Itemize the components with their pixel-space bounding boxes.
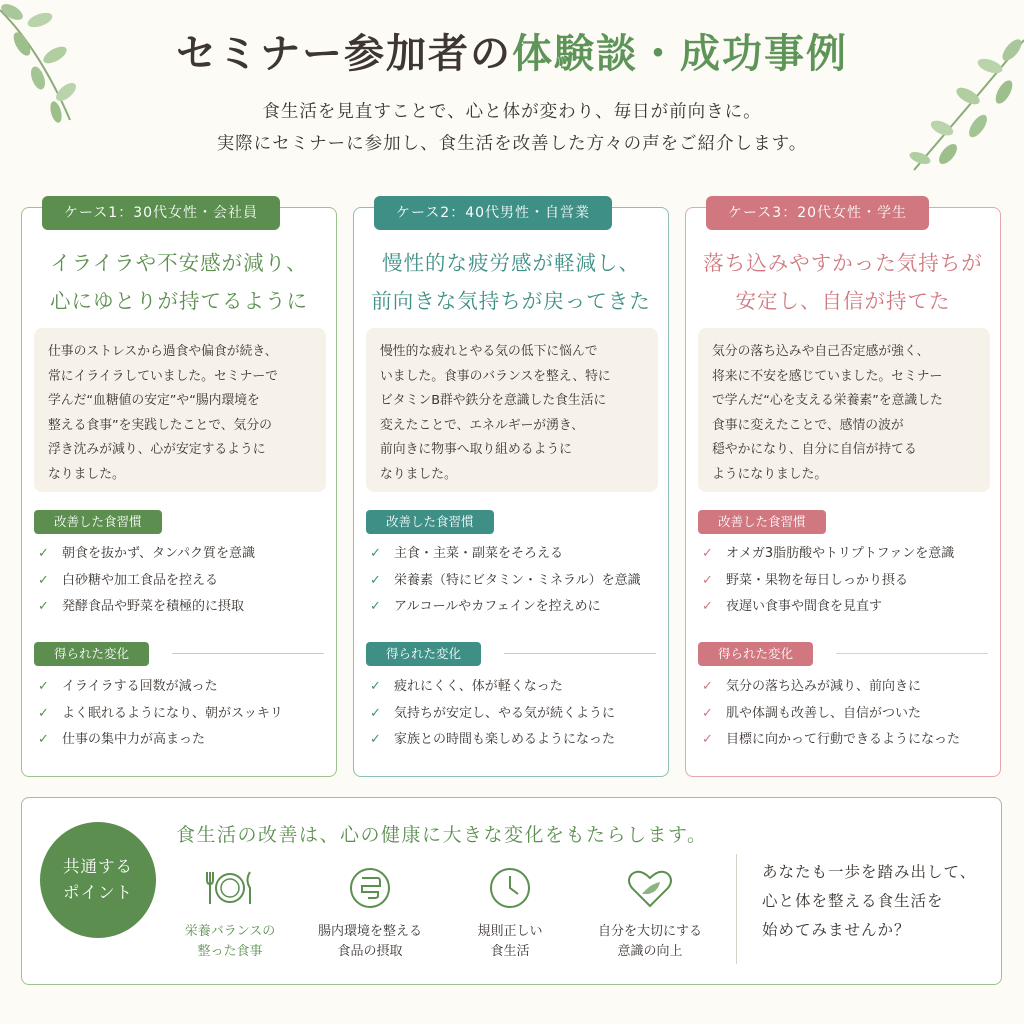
habits-label: 改善した食習慣 (698, 510, 826, 534)
case-tag: ケース3：20代女性・学生 (706, 196, 929, 230)
list-item-text: オメガ3脂肪酸やトリプトファンを意識 (726, 546, 955, 561)
list-item-text: 気分の落ち込みが減り、前向きに (726, 679, 922, 694)
habits-list (38, 541, 334, 621)
check-icon: ✓ (702, 705, 713, 721)
point-item (160, 866, 300, 962)
subtitle-line-2: 実際にセミナーに参加し、食生活を改善した方々の声をご紹介します。 (216, 134, 808, 154)
check-icon: ✓ (38, 546, 49, 561)
common-points-badge (40, 822, 156, 938)
list-item-text: 発酵食品や野菜を積極的に摂取 (62, 599, 245, 614)
list-item (702, 568, 998, 595)
check-icon: ✓ (702, 732, 713, 747)
case-headline (22, 244, 336, 320)
list-item-text: アルコールやカフェインを控えめに (394, 599, 601, 614)
list-item (702, 674, 998, 701)
check-icon: ✓ (702, 679, 713, 694)
clock-icon (488, 866, 532, 910)
page-subtitle (0, 96, 1024, 160)
point-label: 腸内環境を整える 食品の摂取 (317, 924, 422, 959)
point-label: 自分を大切にする 意識の向上 (597, 924, 702, 959)
list-item (702, 727, 998, 754)
call-to-action-text: あなたも一歩を踏み出して、 心と体を整える食生活を 始めてみませんか？ (762, 863, 977, 939)
section-divider (836, 653, 988, 654)
check-icon: ✓ (38, 599, 49, 614)
case-headline (354, 244, 668, 320)
section-divider (504, 653, 656, 654)
case-card-3 (685, 207, 1001, 777)
list-item (370, 568, 666, 595)
list-item (370, 594, 666, 621)
habits-list (370, 541, 666, 621)
changes-label: 得られた変化 (34, 642, 149, 666)
section-divider (172, 653, 324, 654)
changes-list (38, 674, 334, 754)
point-item (580, 866, 720, 962)
case-headline-line-2: 前向きな気持ちが戻ってきた (371, 289, 651, 313)
badge-line-1: 共通する (63, 857, 133, 876)
list-item-text: 家族との時間も楽しめるようになった (394, 732, 616, 747)
list-item (702, 594, 998, 621)
list-item (38, 674, 334, 701)
list-item-text: よく眠れるようになり、朝がスッキリ (62, 705, 283, 721)
title-part-2: 体験談・成功事例 (512, 30, 848, 77)
list-item (702, 541, 998, 568)
intestine-icon (348, 866, 392, 910)
check-icon: ✓ (370, 572, 381, 588)
subtitle-line-1: 食生活を見直すことで、心と体が変わり、毎日が前向きに。 (262, 102, 762, 122)
point-item (440, 866, 580, 962)
plate-cutlery-icon (204, 866, 256, 910)
changes-list (370, 674, 666, 754)
case-headline-line-1: 慢性的な疲労感が軽減し、 (382, 251, 640, 275)
check-icon: ✓ (370, 546, 381, 561)
case-headline-line-1: 落ち込みやすかった気持ちが (703, 251, 983, 275)
check-icon: ✓ (38, 679, 49, 694)
list-item-text: 疲れにくく、体が軽くなった (394, 679, 563, 694)
check-icon: ✓ (38, 705, 49, 721)
list-item-text: 仕事の集中力が高まった (62, 732, 206, 747)
list-item-text: 目標に向かって行動できるようになった (726, 732, 961, 747)
list-item-text: イライラする回数が減った (62, 679, 218, 694)
habits-list (702, 541, 998, 621)
point-label: 規則正しい 食生活 (477, 924, 543, 959)
list-item-text: 野菜・果物を毎日しっかり摂る (726, 572, 909, 588)
check-icon: ✓ (702, 546, 713, 561)
check-icon: ✓ (370, 599, 381, 614)
case-card-1 (21, 207, 337, 777)
common-points-title: 食生活の改善は、心の健康に大きな変化をもたらします。 (176, 824, 708, 846)
list-item-text: 栄養素（特にビタミン・ミネラル）を意識 (394, 572, 641, 588)
list-item-text: 気持ちが安定し、やる気が続くように (394, 705, 616, 721)
page-header (0, 26, 1024, 160)
case-tag: ケース1：30代女性・会社員 (42, 196, 280, 230)
case-card-2 (353, 207, 669, 777)
list-item-text: 白砂糖や加工食品を控える (62, 572, 219, 588)
check-icon: ✓ (38, 572, 49, 588)
check-icon: ✓ (38, 732, 49, 747)
divider (736, 854, 737, 964)
case-story: 仕事のストレスから過食や偏食が続き、 常にイライラしていました。セミナーで 学んだ“血糖値の安定”や“腸内環境を 整える食事”を実践したことで、気分の 浮き沈みが減り、心が安定するように なりました。 (34, 328, 326, 492)
point-label: 栄養バランスの 整った食事 (184, 924, 276, 959)
list-item (702, 701, 998, 728)
common-points-panel (21, 797, 1002, 985)
changes-label: 得られた変化 (366, 642, 481, 666)
heart-leaf-icon (626, 866, 674, 910)
list-item (38, 727, 334, 754)
points-row (160, 866, 730, 976)
list-item-text: 肌や体調も改善し、自信がついた (726, 705, 922, 721)
list-item (38, 568, 334, 595)
case-headline-line-2: 心にゆとりが持てるように (50, 289, 308, 313)
list-item (370, 701, 666, 728)
habits-label: 改善した食習慣 (34, 510, 162, 534)
list-item (38, 541, 334, 568)
list-item-text: 朝食を抜かず、タンパク質を意識 (62, 546, 256, 561)
case-headline (686, 244, 1000, 320)
list-item-text: 夜遅い食事や間食を見直す (726, 599, 883, 614)
page-title (0, 26, 1024, 82)
list-item (370, 674, 666, 701)
habits-label: 改善した食習慣 (366, 510, 494, 534)
list-item (38, 701, 334, 728)
check-icon: ✓ (702, 599, 713, 614)
case-headline-line-2: 安定し、自信が持てた (735, 289, 951, 313)
case-story: 慢性的な疲れとやる気の低下に悩んで いました。食事のバランスを整え、特に ビタミンB群や鉄分を意識した食生活に 変えたことで、エネルギーが湧き、 前向きに物事へ取り組めるように なりました。 (366, 328, 658, 492)
case-tag: ケース2：40代男性・自営業 (374, 196, 612, 230)
check-icon: ✓ (702, 572, 713, 588)
changes-label: 得られた変化 (698, 642, 813, 666)
check-icon: ✓ (370, 679, 381, 694)
list-item (370, 727, 666, 754)
check-icon: ✓ (370, 732, 381, 747)
list-item-text: 主食・主菜・副菜をそろえる (394, 546, 564, 561)
list-item (38, 594, 334, 621)
changes-list (702, 674, 998, 754)
case-story: 気分の落ち込みや自己否定感が強く、 将来に不安を感じていました。セミナー で学んだ“心を支える栄養素”を意識した 食事に変えたことで、感情の波が 穏やかになり、自分に自信が持てる ようになりました。 (698, 328, 990, 492)
point-item (300, 866, 440, 962)
check-icon: ✓ (370, 705, 381, 721)
case-headline-line-1: イライラや不安感が減り、 (50, 251, 308, 275)
list-item (370, 541, 666, 568)
badge-line-2: ポイント (63, 883, 133, 902)
title-part-1: セミナー参加者の (176, 30, 512, 77)
